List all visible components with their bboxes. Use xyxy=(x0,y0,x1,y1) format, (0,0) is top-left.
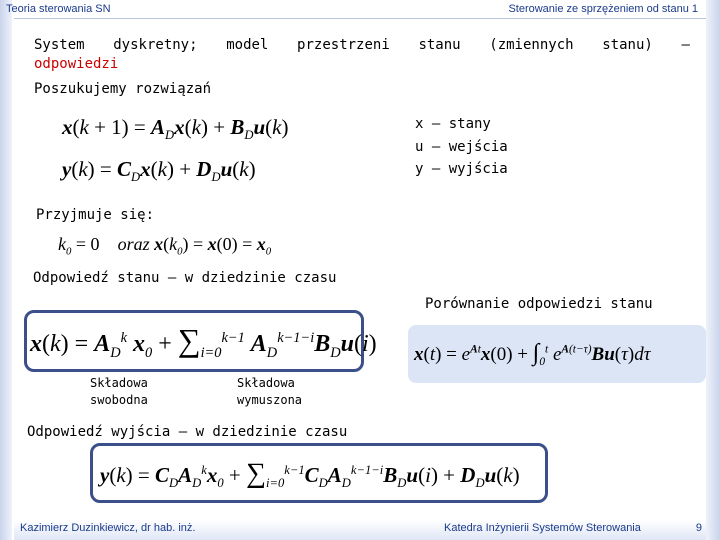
initial-condition-equation: $k_0 = 0$ oraz $x(k_0) = x(0) = x_0$ xyxy=(58,234,272,258)
intro-line-2-highlight: odpowiedzi xyxy=(34,56,119,72)
header-topic-title: Sterowanie ze sprzężeniem od stanu 1 xyxy=(508,3,698,15)
legend-u: u – wejścia xyxy=(415,139,508,155)
header-divider xyxy=(14,18,706,19)
continuous-state-response-equation: $x(t) = e^{At}x(0) + \int_0^t$ $e^{A(t-\tau)}Bu(\tau)d\tau$ xyxy=(414,340,651,368)
comparison-label: Porównanie odpowiedzi stanu xyxy=(425,296,653,312)
intro-word: System xyxy=(34,37,85,53)
header-course-title: Teoria sterowania SN xyxy=(6,3,111,15)
free-component-label-2: swobodna xyxy=(90,393,148,407)
intro-word: dyskretny; xyxy=(113,37,198,53)
intro-word: – xyxy=(681,37,690,53)
intro-word: przestrzeni xyxy=(297,37,390,53)
intro-line-1 xyxy=(34,37,690,53)
output-equation: $y(k) = C_Dx(k) + D_Du(k)$ xyxy=(62,157,256,185)
footer-department: Katedra Inżynierii Systemów Sterowania xyxy=(444,522,641,534)
legend-x: x – stany xyxy=(415,116,491,132)
intro-word: (zmiennych xyxy=(489,37,574,53)
free-component-label-1: Składowa xyxy=(90,376,148,390)
state-response-equation: $x(k) = A_D^k$ $x_0 + \sum_{i=0}^{k-1}$ $A_D^{k-1-i}B_Du(i)$ xyxy=(30,322,377,361)
assume-label: Przyjmuje się: xyxy=(36,207,155,223)
intro-word: stanu xyxy=(418,37,461,53)
state-response-label: Odpowiedź stanu – w dziedzinie czasu xyxy=(33,270,337,286)
footer-page-number: 9 xyxy=(695,522,702,534)
slide-frame-left xyxy=(0,0,12,540)
intro-word: stanu) xyxy=(602,37,653,53)
slide-frame-right xyxy=(706,0,720,540)
forced-component-label-1: Składowa xyxy=(237,376,295,390)
output-response-equation: $y(k) = C_DA_D^kx_0 + \sum_{i=0}^{k-1}C_DA_D^{k-1-i}B_Du(i) + D_Du(k)$ xyxy=(100,458,520,491)
footer-author: Kazimierz Duzinkiewicz, dr hab. inż. xyxy=(20,522,196,534)
intro-line-3: Poszukujemy rozwiązań xyxy=(34,81,212,97)
legend-y: y – wyjścia xyxy=(415,161,508,177)
intro-word: model xyxy=(226,37,269,53)
state-equation: $x(k + 1) = A_Dx(k) + B_Du(k)$ xyxy=(62,115,289,143)
forced-component-label-2: wymuszona xyxy=(237,393,303,407)
output-response-label: Odpowiedź wyjścia – w dziedzinie czasu xyxy=(27,424,348,440)
